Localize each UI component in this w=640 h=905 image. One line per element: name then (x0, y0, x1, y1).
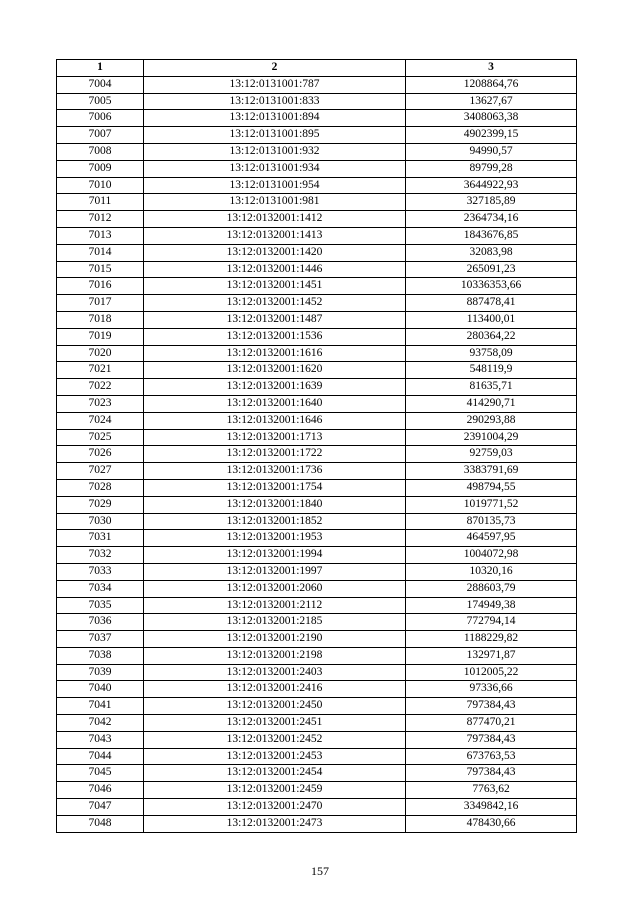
cadastral-number-cell: 13:12:0132001:2198 (144, 647, 406, 664)
value-cell: 2364734,16 (406, 211, 577, 228)
cadastral-number-cell: 13:12:0132001:1452 (144, 295, 406, 312)
table-row (57, 278, 577, 295)
cadastral-number-cell: 13:12:0132001:1640 (144, 395, 406, 412)
table-row (57, 715, 577, 732)
table-row (57, 362, 577, 379)
row-number-cell: 7035 (57, 597, 144, 614)
cadastral-number-cell: 13:12:0132001:1852 (144, 513, 406, 530)
cadastral-number-cell: 13:12:0132001:1713 (144, 429, 406, 446)
value-cell: 673763,53 (406, 748, 577, 765)
table-row (57, 597, 577, 614)
table-row (57, 765, 577, 782)
row-number-cell: 7031 (57, 530, 144, 547)
row-number-cell: 7045 (57, 765, 144, 782)
cadastral-number-cell: 13:12:0132001:1420 (144, 244, 406, 261)
row-number-cell: 7005 (57, 93, 144, 110)
cadastral-number-cell: 13:12:0132001:2403 (144, 664, 406, 681)
table-row (57, 160, 577, 177)
row-number-cell: 7009 (57, 160, 144, 177)
cadastral-number-cell: 13:12:0132001:2454 (144, 765, 406, 782)
table-row (57, 782, 577, 799)
table-row (57, 379, 577, 396)
cadastral-number-cell: 13:12:0131001:894 (144, 110, 406, 127)
value-cell: 94990,57 (406, 143, 577, 160)
table-row (57, 311, 577, 328)
value-cell: 3644922,93 (406, 177, 577, 194)
cadastral-number-cell: 13:12:0132001:1722 (144, 446, 406, 463)
value-cell: 478430,66 (406, 815, 577, 832)
column-header-2: 2 (144, 60, 406, 77)
table-row (57, 412, 577, 429)
table-row (57, 143, 577, 160)
table-row (57, 76, 577, 93)
row-number-cell: 7032 (57, 547, 144, 564)
value-cell: 2391004,29 (406, 429, 577, 446)
page-number: 157 (311, 864, 329, 878)
table-row (57, 177, 577, 194)
table-row (57, 496, 577, 513)
row-number-cell: 7041 (57, 698, 144, 715)
value-cell: 4902399,15 (406, 127, 577, 144)
cadastral-number-cell: 13:12:0132001:1840 (144, 496, 406, 513)
cadastral-number-cell: 13:12:0132001:2416 (144, 681, 406, 698)
row-number-cell: 7006 (57, 110, 144, 127)
value-cell: 93758,09 (406, 345, 577, 362)
column-header-3: 3 (406, 60, 577, 77)
row-number-cell: 7007 (57, 127, 144, 144)
cadastral-number-cell: 13:12:0132001:2112 (144, 597, 406, 614)
value-cell: 1208864,76 (406, 76, 577, 93)
cadastral-number-cell: 13:12:0131001:833 (144, 93, 406, 110)
table-row (57, 731, 577, 748)
table-row (57, 698, 577, 715)
value-cell: 797384,43 (406, 698, 577, 715)
row-number-cell: 7024 (57, 412, 144, 429)
value-cell: 877470,21 (406, 715, 577, 732)
cadastral-number-cell: 13:12:0131001:895 (144, 127, 406, 144)
row-number-cell: 7026 (57, 446, 144, 463)
table-row (57, 664, 577, 681)
value-cell: 13627,67 (406, 93, 577, 110)
value-cell: 1188229,82 (406, 631, 577, 648)
value-cell: 327185,89 (406, 194, 577, 211)
row-number-cell: 7019 (57, 328, 144, 345)
cadastral-number-cell: 13:12:0132001:1413 (144, 227, 406, 244)
cadastral-number-cell: 13:12:0131001:981 (144, 194, 406, 211)
cadastral-number-cell: 13:12:0132001:2185 (144, 614, 406, 631)
value-cell: 3383791,69 (406, 463, 577, 480)
row-number-cell: 7043 (57, 731, 144, 748)
table-header-row (57, 60, 577, 77)
row-number-cell: 7039 (57, 664, 144, 681)
table-row (57, 563, 577, 580)
table-row (57, 328, 577, 345)
row-number-cell: 7012 (57, 211, 144, 228)
row-number-cell: 7010 (57, 177, 144, 194)
value-cell: 1012005,22 (406, 664, 577, 681)
value-cell: 797384,43 (406, 731, 577, 748)
row-number-cell: 7011 (57, 194, 144, 211)
row-number-cell: 7029 (57, 496, 144, 513)
value-cell: 132971,87 (406, 647, 577, 664)
table-row (57, 547, 577, 564)
cadastral-number-cell: 13:12:0132001:2451 (144, 715, 406, 732)
cadastral-number-cell: 13:12:0132001:1446 (144, 261, 406, 278)
value-cell: 89799,28 (406, 160, 577, 177)
cadastral-number-cell: 13:12:0132001:1646 (144, 412, 406, 429)
row-number-cell: 7008 (57, 143, 144, 160)
cadastral-number-cell: 13:12:0132001:1754 (144, 479, 406, 496)
value-cell: 81635,71 (406, 379, 577, 396)
row-number-cell: 7028 (57, 479, 144, 496)
cadastral-number-cell: 13:12:0132001:1994 (144, 547, 406, 564)
cadastral-number-cell: 13:12:0132001:1487 (144, 311, 406, 328)
table-row (57, 479, 577, 496)
row-number-cell: 7004 (57, 76, 144, 93)
table-row (57, 110, 577, 127)
row-number-cell: 7038 (57, 647, 144, 664)
table-row (57, 211, 577, 228)
cadastral-number-cell: 13:12:0132001:1451 (144, 278, 406, 295)
cadastral-number-cell: 13:12:0132001:2459 (144, 782, 406, 799)
cadastral-number-cell: 13:12:0131001:934 (144, 160, 406, 177)
value-cell: 3408063,38 (406, 110, 577, 127)
value-cell: 92759,03 (406, 446, 577, 463)
table-row (57, 530, 577, 547)
value-cell: 464597,95 (406, 530, 577, 547)
row-number-cell: 7047 (57, 799, 144, 816)
value-cell: 10336353,66 (406, 278, 577, 295)
table-row (57, 244, 577, 261)
cadastral-number-cell: 13:12:0132001:2452 (144, 731, 406, 748)
table-row (57, 345, 577, 362)
row-number-cell: 7016 (57, 278, 144, 295)
row-number-cell: 7040 (57, 681, 144, 698)
value-cell: 3349842,16 (406, 799, 577, 816)
row-number-cell: 7027 (57, 463, 144, 480)
column-header-1: 1 (57, 60, 144, 77)
row-number-cell: 7046 (57, 782, 144, 799)
table-row (57, 295, 577, 312)
table-row (57, 395, 577, 412)
cadastral-number-cell: 13:12:0131001:787 (144, 76, 406, 93)
table-row (57, 261, 577, 278)
value-cell: 265091,23 (406, 261, 577, 278)
row-number-cell: 7034 (57, 580, 144, 597)
value-cell: 32083,98 (406, 244, 577, 261)
value-cell: 797384,43 (406, 765, 577, 782)
table-row (57, 93, 577, 110)
value-cell: 7763,62 (406, 782, 577, 799)
cadastral-number-cell: 13:12:0132001:2450 (144, 698, 406, 715)
table-row (57, 631, 577, 648)
row-number-cell: 7033 (57, 563, 144, 580)
value-cell: 548119,9 (406, 362, 577, 379)
row-number-cell: 7013 (57, 227, 144, 244)
table-row (57, 799, 577, 816)
table-row (57, 580, 577, 597)
value-cell: 772794,14 (406, 614, 577, 631)
row-number-cell: 7021 (57, 362, 144, 379)
row-number-cell: 7042 (57, 715, 144, 732)
value-cell: 288603,79 (406, 580, 577, 597)
table-row (57, 127, 577, 144)
data-table (56, 59, 577, 833)
row-number-cell: 7020 (57, 345, 144, 362)
table-row (57, 647, 577, 664)
cadastral-number-cell: 13:12:0132001:2453 (144, 748, 406, 765)
table-body (57, 76, 577, 832)
value-cell: 870135,73 (406, 513, 577, 530)
table-row (57, 194, 577, 211)
value-cell: 10320,16 (406, 563, 577, 580)
cadastral-number-cell: 13:12:0132001:1736 (144, 463, 406, 480)
value-cell: 174949,38 (406, 597, 577, 614)
table-row (57, 463, 577, 480)
value-cell: 113400,01 (406, 311, 577, 328)
row-number-cell: 7023 (57, 395, 144, 412)
cadastral-number-cell: 13:12:0132001:2473 (144, 815, 406, 832)
cadastral-number-cell: 13:12:0132001:2190 (144, 631, 406, 648)
row-number-cell: 7015 (57, 261, 144, 278)
table-row (57, 446, 577, 463)
value-cell: 1004072,98 (406, 547, 577, 564)
table-row (57, 227, 577, 244)
cadastral-number-cell: 13:12:0132001:1997 (144, 563, 406, 580)
value-cell: 290293,88 (406, 412, 577, 429)
cadastral-number-cell: 13:12:0132001:1953 (144, 530, 406, 547)
cadastral-number-cell: 13:12:0131001:954 (144, 177, 406, 194)
row-number-cell: 7014 (57, 244, 144, 261)
document-sheet (56, 59, 577, 833)
row-number-cell: 7025 (57, 429, 144, 446)
table-row (57, 815, 577, 832)
value-cell: 280364,22 (406, 328, 577, 345)
row-number-cell: 7022 (57, 379, 144, 396)
cadastral-number-cell: 13:12:0132001:1639 (144, 379, 406, 396)
table-row (57, 614, 577, 631)
value-cell: 1019771,52 (406, 496, 577, 513)
table-row (57, 681, 577, 698)
value-cell: 887478,41 (406, 295, 577, 312)
row-number-cell: 7036 (57, 614, 144, 631)
value-cell: 414290,71 (406, 395, 577, 412)
value-cell: 1843676,85 (406, 227, 577, 244)
value-cell: 498794,55 (406, 479, 577, 496)
row-number-cell: 7030 (57, 513, 144, 530)
cadastral-number-cell: 13:12:0132001:1616 (144, 345, 406, 362)
cadastral-number-cell: 13:12:0132001:1536 (144, 328, 406, 345)
row-number-cell: 7017 (57, 295, 144, 312)
row-number-cell: 7018 (57, 311, 144, 328)
cadastral-number-cell: 13:12:0132001:2470 (144, 799, 406, 816)
row-number-cell: 7048 (57, 815, 144, 832)
row-number-cell: 7044 (57, 748, 144, 765)
row-number-cell: 7037 (57, 631, 144, 648)
table-row (57, 513, 577, 530)
cadastral-number-cell: 13:12:0132001:1620 (144, 362, 406, 379)
cadastral-number-cell: 13:12:0131001:932 (144, 143, 406, 160)
cadastral-number-cell: 13:12:0132001:2060 (144, 580, 406, 597)
cadastral-number-cell: 13:12:0132001:1412 (144, 211, 406, 228)
table-row (57, 748, 577, 765)
value-cell: 97336,66 (406, 681, 577, 698)
table-row (57, 429, 577, 446)
